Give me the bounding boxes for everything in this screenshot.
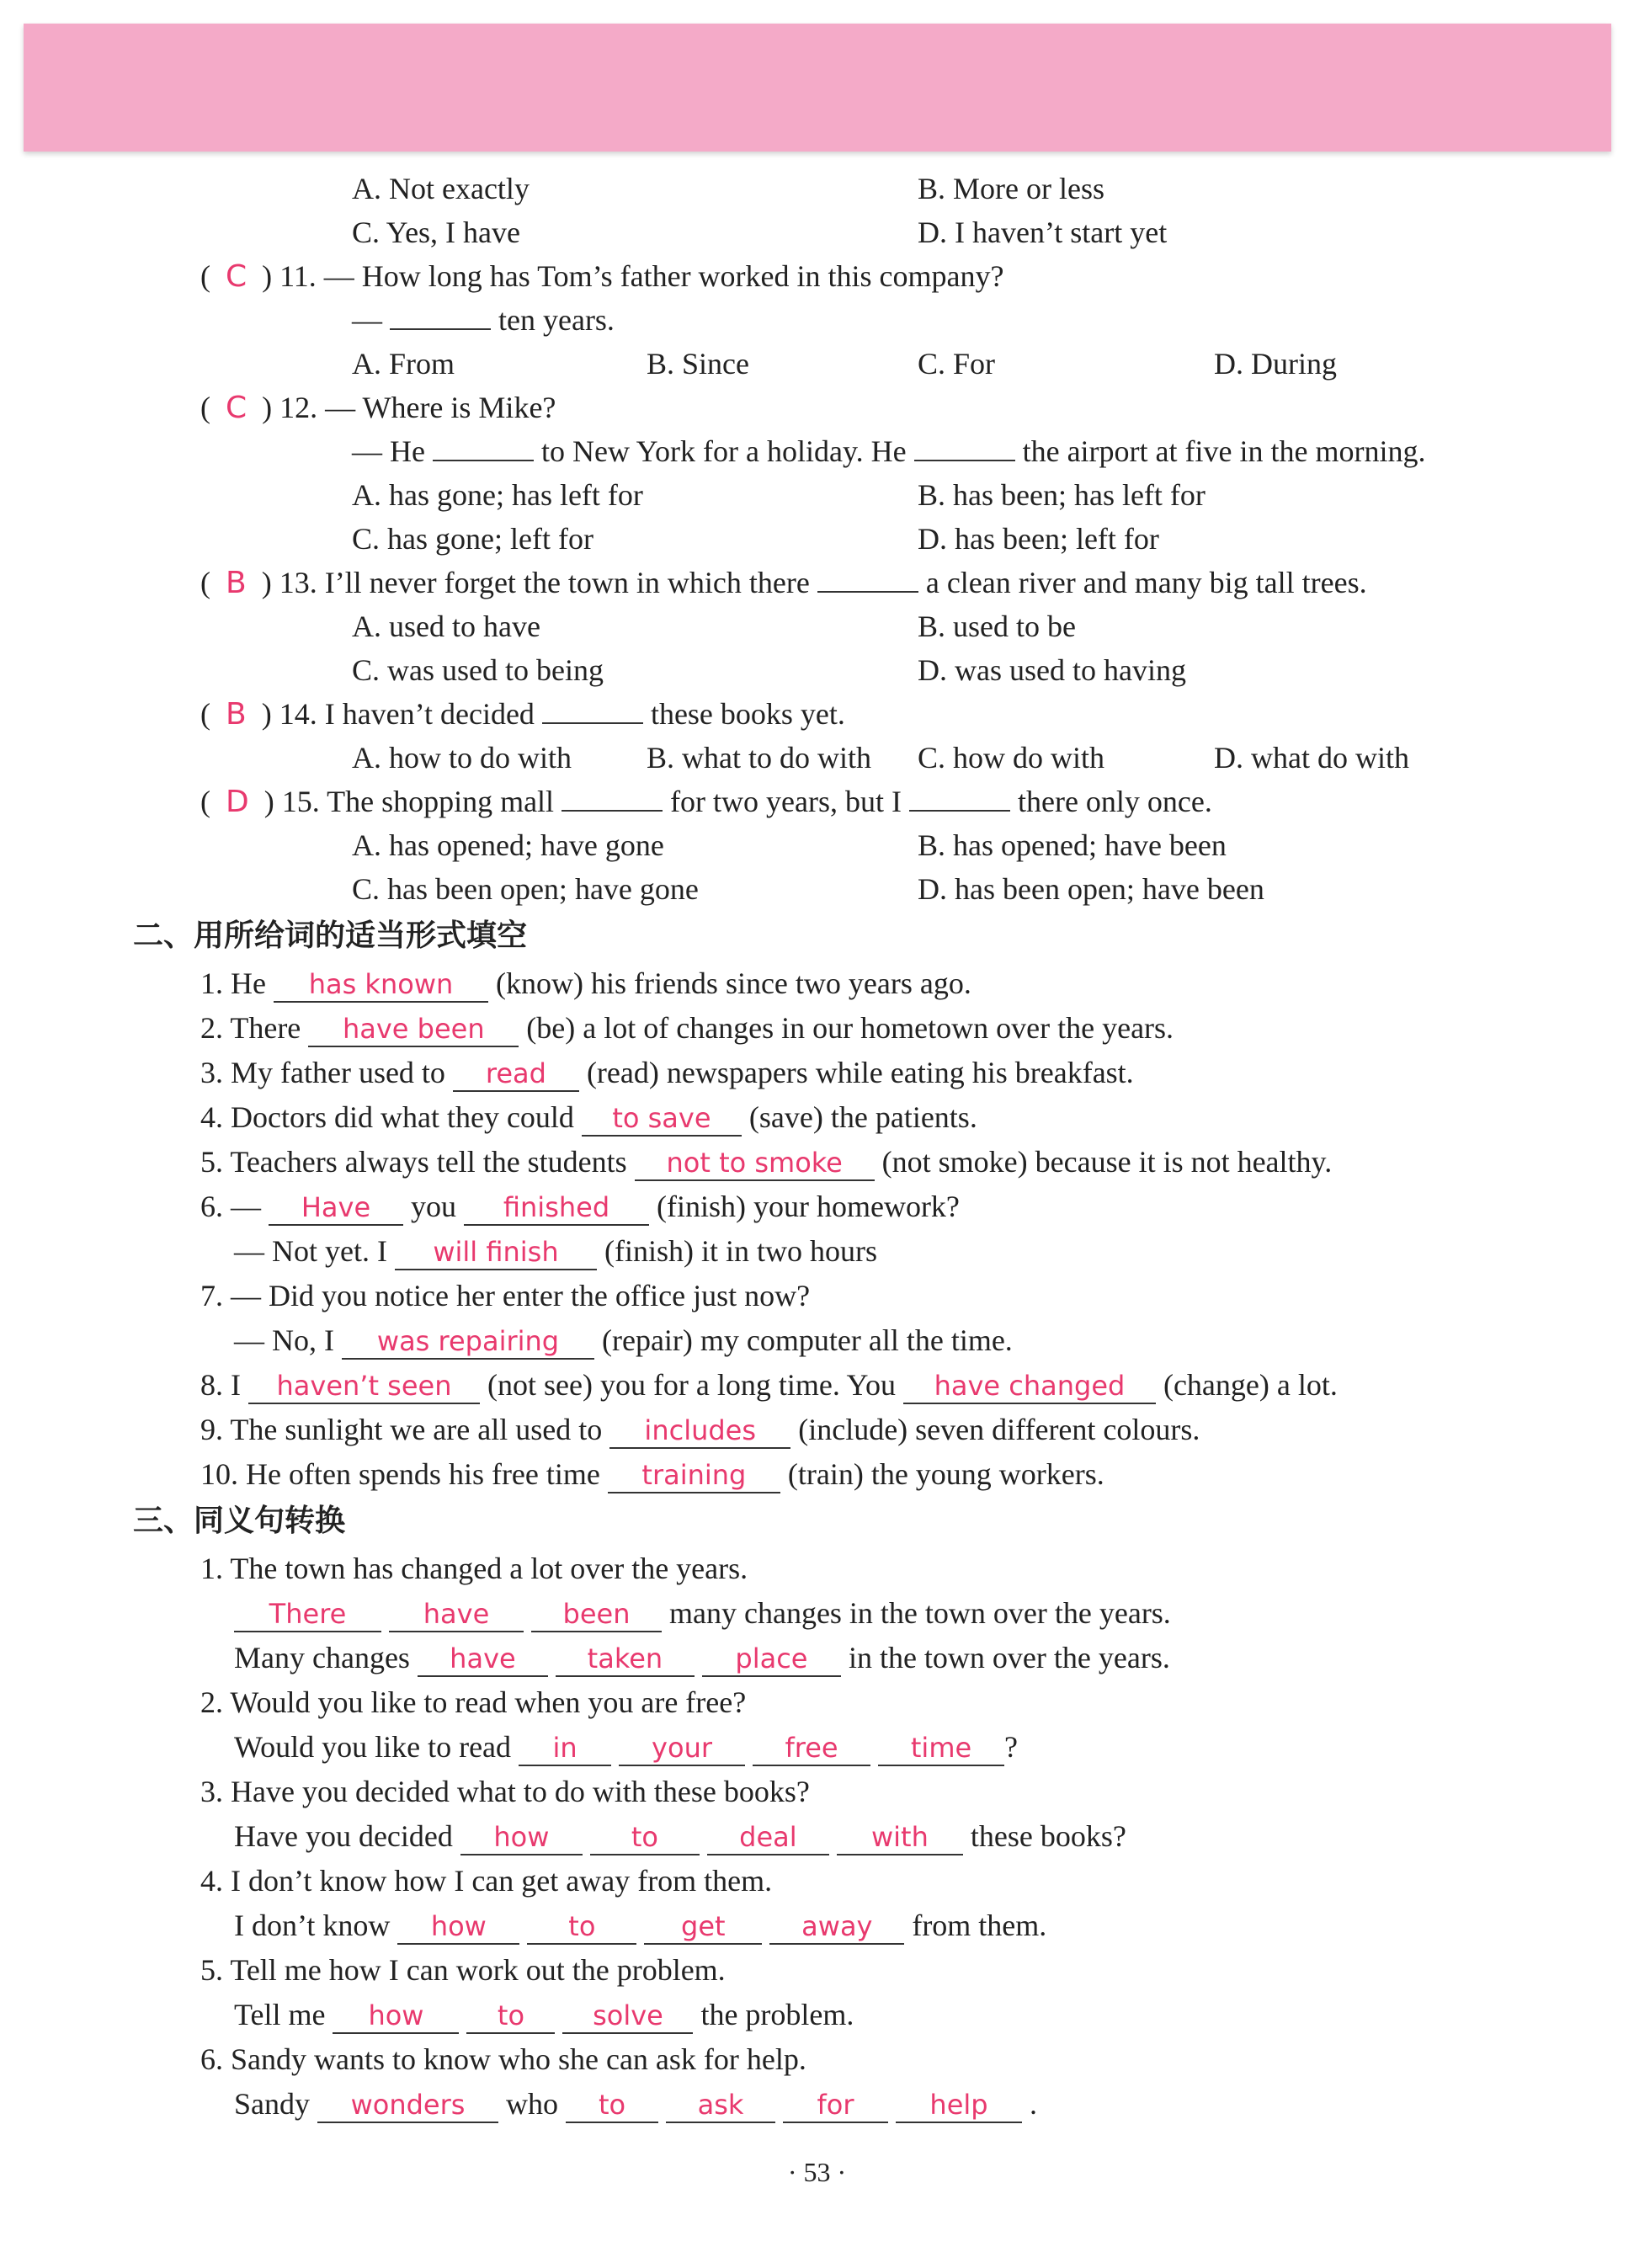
answer: free xyxy=(753,1731,870,1766)
answer: haven’t seen xyxy=(248,1369,480,1404)
rewrite-6-original: 6. Sandy wants to know who she can ask for help. xyxy=(200,2042,806,2076)
question-12-line2: — He to New York for a holiday. He the airport at five in the morning. xyxy=(352,434,1426,468)
page-number: · 53 · xyxy=(787,2157,847,2187)
answer: have xyxy=(389,1597,524,1632)
answer: not to smoke xyxy=(635,1146,875,1181)
answer: your xyxy=(619,1731,745,1766)
answer: was repairing xyxy=(342,1324,594,1360)
answer: There xyxy=(234,1597,381,1632)
option: D. I haven’t start yet xyxy=(918,216,1168,249)
option: B. has opened; have been xyxy=(918,828,1227,862)
option: C. was used to being xyxy=(352,653,604,687)
blank xyxy=(390,328,491,330)
option: B. More or less xyxy=(918,172,1104,205)
answer: wonders xyxy=(317,2088,498,2123)
rewrite-2-original: 2. Would you like to read when you are free? xyxy=(200,1685,747,1719)
option: B. used to be xyxy=(918,610,1076,643)
option: A. From xyxy=(352,347,455,381)
option: C. has been open; have gone xyxy=(352,872,699,906)
answer: help xyxy=(896,2088,1022,2123)
fill-item-3: 3. My father used to read (read) newspapers while eating his breakfast. xyxy=(200,1054,1134,1092)
question-12: ( C ) 12. — Where is Mike? xyxy=(200,391,556,425)
answer: away xyxy=(769,1909,904,1945)
question-13: ( B ) 13. I’ll never forget the town in which there a clean river and many big tall trees. xyxy=(200,566,1367,600)
answer: finished xyxy=(464,1190,649,1226)
question-11-line2: — ten years. xyxy=(352,303,615,337)
fill-item-6: 6. — Have you finished (finish) your homework? xyxy=(200,1188,960,1226)
blank xyxy=(909,810,1010,812)
blank xyxy=(914,460,1015,461)
option: C. how do with xyxy=(918,741,1105,775)
blank xyxy=(562,810,663,812)
section-2-title: 二、用所给词的适当形式填空 xyxy=(133,918,528,953)
blank xyxy=(542,722,643,724)
option: D. has been open; have been xyxy=(918,872,1264,906)
answer: to xyxy=(566,2088,658,2123)
fill-item-2: 2. There have been (be) a lot of changes in our hometown over the years. xyxy=(200,1009,1174,1047)
fill-item-4: 4. Doctors did what they could to save (save) the patients. xyxy=(200,1099,977,1137)
answer: have been xyxy=(308,1012,519,1047)
answer: ask xyxy=(666,2088,775,2123)
option: A. Not exactly xyxy=(352,172,530,205)
answer: to save xyxy=(582,1101,742,1137)
section-3-title: 三、同义句转换 xyxy=(133,1504,346,1538)
option: A. how to do with xyxy=(352,741,572,775)
option: C. has gone; left for xyxy=(352,522,593,556)
option: B. what to do with xyxy=(647,741,871,775)
fill-item-6-line2: — Not yet. I will finish (finish) it in two hours xyxy=(234,1232,877,1270)
answer: solve xyxy=(562,1999,693,2034)
answer: have xyxy=(418,1642,548,1677)
answer: with xyxy=(837,1820,963,1855)
rewrite-4-line: I don’t know how to get away from them. xyxy=(234,1907,1046,1945)
option: A. used to have xyxy=(352,610,540,643)
rewrite-4-original: 4. I don’t know how I can get away from them. xyxy=(200,1864,773,1898)
fill-item-7: 7. — Did you notice her enter the office just now? xyxy=(200,1279,811,1312)
answer: place xyxy=(702,1642,841,1677)
choice-answer: C xyxy=(226,391,247,425)
question-15: ( D ) 15. The shopping mall for two years, but I there only once. xyxy=(200,785,1212,819)
option: D. what do with xyxy=(1214,741,1409,775)
option: B. has been; has left for xyxy=(918,478,1206,512)
rewrite-5-line: Tell me how to solve the problem. xyxy=(234,1996,854,2034)
answer: to xyxy=(466,1999,555,2034)
answer: read xyxy=(453,1057,579,1092)
option: D. was used to having xyxy=(918,653,1186,687)
fill-item-9: 9. The sunlight we are all used to includes (include) seven different colours. xyxy=(200,1411,1200,1449)
answer: in xyxy=(519,1731,611,1766)
question-14: ( B ) 14. I haven’t decided these books yet. xyxy=(200,697,845,732)
rewrite-6-line: Sandy wonders who to ask for help . xyxy=(234,2085,1037,2123)
blank xyxy=(817,591,918,593)
blank xyxy=(433,460,534,461)
answer: to xyxy=(590,1820,700,1855)
rewrite-3-line: Have you decided how to deal with these books? xyxy=(234,1818,1126,1855)
answer: has known xyxy=(274,967,488,1003)
rewrite-1-line2: Many changes have taken place in the town over the years. xyxy=(234,1639,1170,1677)
choice-answer: B xyxy=(226,697,247,732)
answer: to xyxy=(527,1909,636,1945)
answer: how xyxy=(333,1999,459,2034)
option: B. Since xyxy=(647,347,749,381)
choice-answer: C xyxy=(226,259,247,294)
question-11: ( C ) 11. — How long has Tom’s father worked in this company? xyxy=(200,259,1004,294)
answer: get xyxy=(644,1909,762,1945)
option: A. has opened; have gone xyxy=(352,828,664,862)
answer: Have xyxy=(269,1190,403,1226)
answer: training xyxy=(608,1458,780,1493)
rewrite-2-line: Would you like to read in your free time ? xyxy=(234,1728,1018,1766)
answer: have changed xyxy=(903,1369,1156,1404)
rewrite-1-line1: There have been many changes in the town over the years. xyxy=(234,1595,1171,1632)
option: C. For xyxy=(918,347,996,381)
answer: will finish xyxy=(395,1235,597,1270)
option: D. has been; left for xyxy=(918,522,1159,556)
rewrite-1-original: 1. The town has changed a lot over the years. xyxy=(200,1552,748,1585)
choice-answer: D xyxy=(226,785,249,819)
answer: how xyxy=(397,1909,519,1945)
fill-item-7-line2: — No, I was repairing (repair) my computer all the time. xyxy=(234,1322,1013,1360)
answer: time xyxy=(878,1731,1004,1766)
answer: for xyxy=(783,2088,888,2123)
choice-answer: B xyxy=(226,566,247,600)
fill-item-10: 10. He often spends his free time training (train) the young workers. xyxy=(200,1456,1104,1493)
option: C. Yes, I have xyxy=(352,216,521,249)
answer: includes xyxy=(609,1414,790,1449)
fill-item-1: 1. He has known (know) his friends since two years ago. xyxy=(200,965,971,1003)
option: D. During xyxy=(1214,347,1337,381)
answer: been xyxy=(531,1597,662,1632)
fill-item-8: 8. I haven’t seen (not see) you for a long time. You have changed (change) a lot. xyxy=(200,1366,1338,1404)
fill-item-5: 5. Teachers always tell the students not to smoke (not smoke) because it is not healthy. xyxy=(200,1143,1332,1181)
answer: deal xyxy=(707,1820,829,1855)
option: A. has gone; has left for xyxy=(352,478,643,512)
answer: how xyxy=(460,1820,583,1855)
answer: taken xyxy=(556,1642,695,1677)
rewrite-3-original: 3. Have you decided what to do with these books? xyxy=(200,1775,810,1808)
rewrite-5-original: 5. Tell me how I can work out the problem. xyxy=(200,1953,726,1987)
